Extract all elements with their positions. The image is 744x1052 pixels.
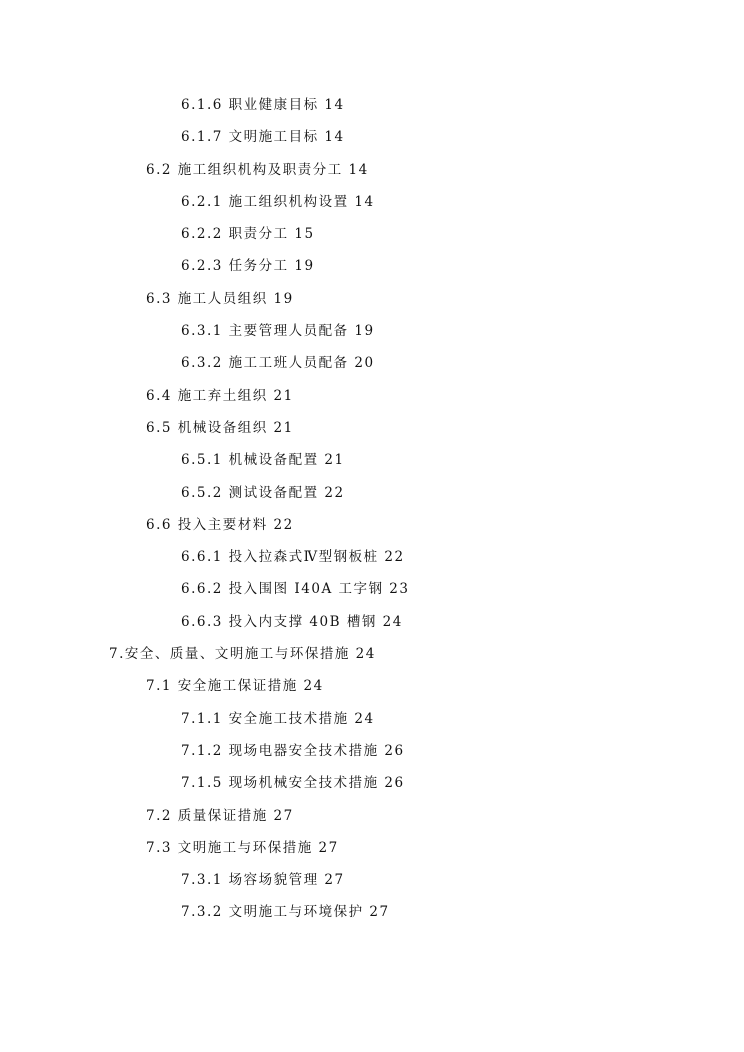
toc-entry[interactable]: 6.6.2 投入围图 I40A 工字钢 23 xyxy=(181,581,410,598)
toc-entry[interactable]: 6.2.2 职责分工 15 xyxy=(181,226,315,243)
toc-entry[interactable]: 7.3.2 文明施工与环境保护 27 xyxy=(181,904,390,921)
toc-entry[interactable]: 6.2.1 施工组织机构设置 14 xyxy=(181,193,375,210)
toc-entry[interactable]: 7.1.2 现场电器安全技术措施 26 xyxy=(181,742,405,759)
toc-entry[interactable]: 7.1.5 现场机械安全技术措施 26 xyxy=(181,775,405,792)
toc-entry[interactable]: 6.6.3 投入内支撑 40B 槽钢 24 xyxy=(181,613,403,630)
toc-entry[interactable]: 7.3 文明施工与环保措施 27 xyxy=(146,839,339,856)
toc-entry[interactable]: 6.1.7 文明施工目标 14 xyxy=(181,129,345,146)
toc-entry[interactable]: 6.1.6 职业健康目标 14 xyxy=(181,97,345,113)
toc-entry[interactable]: 6.5.1 机械设备配置 21 xyxy=(181,452,345,469)
toc-entry[interactable]: 6.3.1 主要管理人员配备 19 xyxy=(181,323,375,340)
toc-entry[interactable]: 7.2 质量保证措施 27 xyxy=(146,807,294,824)
toc-entry[interactable]: 6.4 施工弃土组织 21 xyxy=(146,387,294,404)
toc-entry[interactable]: 7.1.1 安全施工技术措施 24 xyxy=(181,710,375,727)
toc-entry[interactable]: 6.2 施工组织机构及职责分工 14 xyxy=(146,161,369,178)
toc-entry[interactable]: 6.6.1 投入拉森式Ⅳ型钢板桩 22 xyxy=(181,549,405,566)
toc-entry[interactable]: 7.安全、质量、文明施工与环保措施 24 xyxy=(109,646,376,663)
toc-entry[interactable]: 6.3.2 施工工班人员配备 20 xyxy=(181,355,375,372)
toc-entry[interactable]: 6.5 机械设备组织 21 xyxy=(146,419,294,436)
toc-entry[interactable]: 7.1 安全施工保证措施 24 xyxy=(146,678,324,695)
table-of-contents xyxy=(0,89,744,929)
toc-entry[interactable]: 6.3 施工人员组织 19 xyxy=(146,290,294,307)
toc-entry[interactable]: 6.2.3 任务分工 19 xyxy=(181,258,315,275)
toc-entry[interactable]: 6.5.2 测试设备配置 22 xyxy=(181,484,345,501)
toc-entry[interactable]: 7.3.1 场容场貌管理 27 xyxy=(181,872,345,889)
toc-entry[interactable]: 6.6 投入主要材料 22 xyxy=(146,516,294,533)
